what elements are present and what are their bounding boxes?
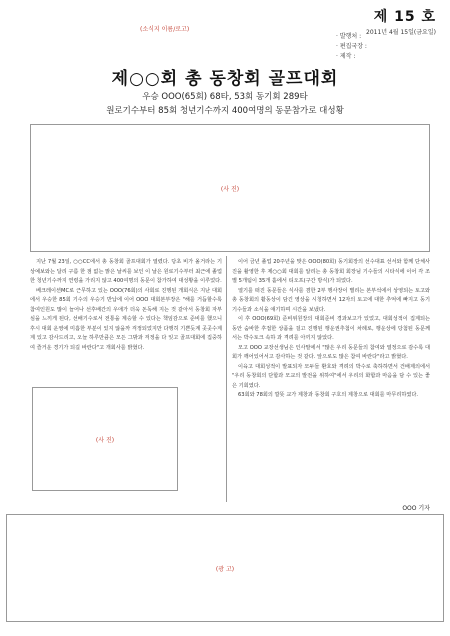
- meta-editor: · 편집국장 :: [336, 43, 367, 50]
- inline-photo-label: (사 진): [95, 436, 115, 444]
- article-paragraph: 열기를 떠진 동문들은 식사를 겸한 2부 행사장이 별리는 본부석에서 상영되는 토고와 총 동창회의 활동상이 담긴 영상을 시청하면서 12자의 토고에 대한 추억에 빠지고 동기 기수들과 소식을 얘기하며 시간을 보냈다.: [232, 287, 430, 313]
- article-title: 제○○회 총 동창회 골프대회: [111, 69, 339, 89]
- article-subtitle-1: 우승 OOO(65회) 68타, 53회 동기회 289타: [142, 92, 308, 102]
- main-photo-placeholder: [30, 124, 430, 252]
- issue-number: 제 15 호: [373, 9, 436, 25]
- article-paragraph: 베크레이션MC로 근무하고 있는 OOO(76회)의 사회로 진행된 개회식은 지난 대회에서 우승한 85회 기수의 우승기 반납에 이어 OOO 대회본부장은 "해를 거듭할수록 참여인원도 많이 늘어나 선후배간의 우애가 더욱 돈독해 지는 것 같아서 동창회 자부심을 느끼게 된다, 선배기수로서 전통을 계승할 수 있다는 책임감으로 준비를 했으니 후시 대회 운영에 미흡한 부분이 있지 않을까 걱정되었지만 다행히 기쁜듯계 곳곳수계계 있고 감사드리고, 오늘 하루만큼은 모든 그밖과 걱정을 다 잊고 골프대회에 집중하여 즐거운 경기가 되길 바란다"고 개회사를 밝혔다.: [30, 287, 222, 351]
- main-photo-label: (사 진): [220, 185, 240, 193]
- article-paragraph: 이어 금년 졸업 20주년을 맞은 OOO(80회) 동기회장의 선수대표 선서와 함께 단체사진을 촬영한 후 제○○회 대회를 알리는 총 동창회 회장님 기수들의 시타식에 이어 각 조별 5개팀이 35개 홀에서 티오프(구간 방식)가 되었다.: [232, 259, 430, 284]
- advertisement-placeholder: [6, 514, 444, 622]
- article-column-right: [232, 258, 430, 401]
- issue-date: 2011년 4월 15일(금요일): [366, 29, 436, 36]
- issue-info: [366, 6, 436, 36]
- column-divider: [226, 256, 227, 502]
- article-paragraph: 모고 OOO 교장선생님은 인사말에서 "많은 우리 동문들의 참여와 열정으로 감수록 대회가 깨어있어서고 감사하는 것 같다. 앞으로도 많은 참여 바란다"라고 밝혔다.: [232, 344, 430, 360]
- inline-photo-placeholder: [32, 387, 178, 491]
- publisher-meta: [336, 32, 367, 62]
- article-column-left: [30, 258, 222, 353]
- article-paragraph: 지난 7월 23일, ○○CC에서 총 동창회 골프대회가 열렸다. 당초 비가 올거라는 기상예보와는 달리 구름 한 점 없는 맑은 날씨를 보인 이 날은 원로기수부터 최근에 졸업한 청년기수까지 연령을 가리지 않고 400여명의 동문이 참가하여 대성황을 이루었다.: [30, 259, 222, 284]
- article-paragraph: 이육고 대회성적이 발표되자 모두들 환호와 격려의 박수로 축하하면서 건배제의에서 "우리 동창회의 단합과 모교의 발전을 위하여"에서 우리의 화합과 마음을 담 수 있는 좋은 기회였다.: [232, 363, 430, 389]
- newsletter-logo-placeholder: (소식지 이름/로고): [140, 26, 190, 33]
- article-subtitle-2: 원로기수부터 85회 청년기수까지 400여명의 동문참가로 대성황: [106, 106, 344, 116]
- meta-production: · 제작 :: [336, 53, 356, 60]
- advertisement-label: (광 고): [215, 565, 235, 573]
- article-paragraph: 이 후 OOO(69회) 준비위원장의 대회준비 경과보고가 있었고, 대회성적이 집계되는 동안 숨바한 후접한 상품을 걸고 진행된 행운권추첨이 차례로, 행운상에 당첨된 동문께서는 박수토크 속하 과 격려를 아끼지 않았다.: [232, 316, 430, 341]
- meta-publisher: · 발행처 :: [336, 33, 362, 40]
- article-paragraph: 63회와 78회의 깔뜻 교가 제창과 동창회 구호의 제창으로 대회를 마무리하였다.: [238, 392, 419, 398]
- article-author: OOO 기자: [402, 505, 430, 512]
